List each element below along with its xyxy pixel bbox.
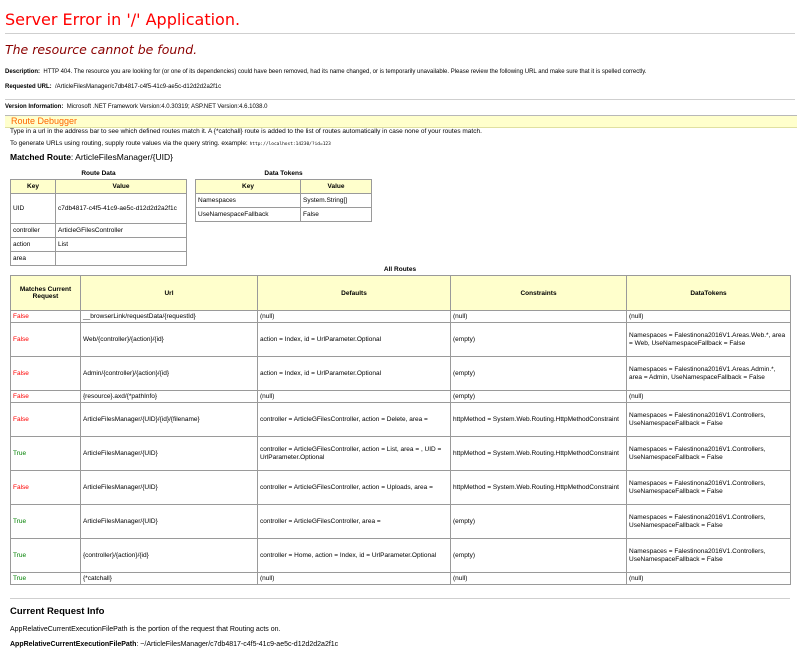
defaults-cell: controller = ArticleGFilesController, action = List, area = , UID = UrlParameter.Optional xyxy=(258,437,451,471)
url-cell: {controller}/{action}/{id} xyxy=(81,539,258,573)
matched-route-value: : ArticleFilesManager/{UID} xyxy=(70,152,173,162)
description-text: HTTP 404. The resource you are looking for (or one of its dependencies) could have been removed, had its name changed, or is temporarily unavailable. Please review the following URL and make sure that it is spelled correctly. xyxy=(43,69,647,75)
table-row xyxy=(11,357,791,391)
tokens-cell: Namespaces = Falestinona2016V1.Controllers, UseNamespaceFallback = False xyxy=(627,403,791,437)
route-data-table xyxy=(10,179,187,266)
route-debugger-header xyxy=(5,115,797,128)
defaults-cell: (null) xyxy=(258,391,451,403)
tokens-cell: Namespaces = Falestinona2016V1.Controllers, UseNamespaceFallback = False xyxy=(627,505,791,539)
url-cell: {*catchall} xyxy=(81,573,258,585)
table-row xyxy=(11,539,791,573)
match-cell: False xyxy=(11,403,81,437)
constraints-cell: httpMethod = System.Web.Routing.HttpMethodConstraint xyxy=(451,403,627,437)
data-tokens-key: Namespaces xyxy=(196,194,301,208)
defaults-cell: controller = ArticleGFilesController, action = Delete, area = xyxy=(258,403,451,437)
defaults-cell: (null) xyxy=(258,311,451,323)
constraints-cell: (empty) xyxy=(451,539,627,573)
url-cell: {resource}.axd/{*pathInfo} xyxy=(81,391,258,403)
current-request-path-label: AppRelativeCurrentExecutionFilePath xyxy=(10,641,137,648)
match-cell: False xyxy=(11,311,81,323)
tokens-cell: Namespaces = Falestinona2016V1.Controllers, UseNamespaceFallback = False xyxy=(627,539,791,573)
current-request-path-value: : ~/ArticleFilesManager/c7db4817-c4f5-41c9-ae5c-d12d2d2a2f1c xyxy=(136,641,339,648)
constraints-cell: httpMethod = System.Web.Routing.HttpMethodConstraint xyxy=(451,437,627,471)
route-debugger-help-2 xyxy=(10,140,331,147)
match-cell: True xyxy=(11,437,81,471)
route-data-key: action xyxy=(11,238,56,252)
data-tokens-caption: Data Tokens xyxy=(264,170,303,177)
constraints-cell: (null) xyxy=(451,311,627,323)
requested-url xyxy=(5,84,221,90)
tokens-cell: Namespaces = Falestinona2016V1.Areas.Web.*, area = Web, UseNamespaceFallback = False xyxy=(627,323,791,357)
url-cell: ArticleFilesManager/{UID}/{id}/{filename} xyxy=(81,403,258,437)
route-data-header-value: Value xyxy=(56,180,187,194)
route-debugger-help-2-text: To generate URLs using routing, supply route values via the query string. example: xyxy=(10,140,248,147)
match-cell: False xyxy=(11,323,81,357)
route-debugger-help-1: Type in a url in the address bar to see which defined routes match it. A {*catchall} route is added to the list of routes automatically in case none of your routes match. xyxy=(10,128,482,135)
defaults-cell: action = Index, id = UrlParameter.Optional xyxy=(258,323,451,357)
table-row xyxy=(11,573,791,585)
match-cell: False xyxy=(11,357,81,391)
match-cell: True xyxy=(11,505,81,539)
tokens-cell: Namespaces = Falestinona2016V1.Areas.Admin.*, area = Admin, UseNamespaceFallback = False xyxy=(627,357,791,391)
all-routes-caption: All Routes xyxy=(383,266,417,273)
table-row xyxy=(11,471,791,505)
error-subtitle: The resource cannot be found. xyxy=(5,42,198,57)
constraints-cell: (empty) xyxy=(451,391,627,403)
constraints-cell: httpMethod = System.Web.Routing.HttpMethodConstraint xyxy=(451,471,627,505)
route-data-header-key: Key xyxy=(11,180,56,194)
table-row xyxy=(11,437,791,471)
all-routes-header-url: Url xyxy=(81,276,258,311)
constraints-cell: (empty) xyxy=(451,323,627,357)
tokens-cell: (null) xyxy=(627,573,791,585)
route-data-key: area xyxy=(11,252,56,266)
version-info xyxy=(5,104,267,110)
data-tokens-value: False xyxy=(301,208,372,222)
defaults-cell: controller = ArticleGFilesController, action = Uploads, area = xyxy=(258,471,451,505)
tokens-cell: (null) xyxy=(627,311,791,323)
table-row xyxy=(11,391,791,403)
defaults-cell: controller = Home, action = Index, id = UrlParameter.Optional xyxy=(258,539,451,573)
description-label: Description: xyxy=(5,69,41,75)
divider xyxy=(10,598,790,599)
defaults-cell: controller = ArticleGFilesController, area = xyxy=(258,505,451,539)
table-row xyxy=(11,311,791,323)
all-routes-header-match: Matches Current Request xyxy=(11,276,81,311)
all-routes-header-defaults: Defaults xyxy=(258,276,451,311)
all-routes-header-constraints: Constraints xyxy=(451,276,627,311)
error-title: Server Error in '/' Application. xyxy=(5,10,241,29)
route-data-value xyxy=(56,252,187,266)
route-data-value: c7db4817-c4f5-41c9-ae5c-d12d2d2a2f1c xyxy=(56,194,187,224)
current-request-help: AppRelativeCurrentExecutionFilePath is the portion of the request that Routing acts on. xyxy=(10,626,281,633)
tokens-cell: Namespaces = Falestinona2016V1.Controllers, UseNamespaceFallback = False xyxy=(627,471,791,505)
route-data-value: ArticleGFilesController xyxy=(56,224,187,238)
url-cell: ArticleFilesManager/{UID} xyxy=(81,471,258,505)
url-cell: ArticleFilesManager/{UID} xyxy=(81,505,258,539)
url-cell: Admin/{controller}/{action}/{id} xyxy=(81,357,258,391)
current-request-path xyxy=(10,641,338,648)
match-cell: False xyxy=(11,391,81,403)
all-routes-table xyxy=(10,275,791,585)
constraints-cell: (null) xyxy=(451,573,627,585)
data-tokens-value: System.String[] xyxy=(301,194,372,208)
version-value: Microsoft .NET Framework Version:4.0.30319; ASP.NET Version:4.6.1038.0 xyxy=(66,104,268,110)
defaults-cell: (null) xyxy=(258,573,451,585)
table-row xyxy=(11,403,791,437)
url-cell: __browserLink/requestData/{requestId} xyxy=(81,311,258,323)
route-data-value: List xyxy=(56,238,187,252)
constraints-cell: (empty) xyxy=(451,505,627,539)
defaults-cell: action = Index, id = UrlParameter.Optional xyxy=(258,357,451,391)
route-data-caption: Route Data xyxy=(81,170,116,177)
description xyxy=(5,69,646,75)
tokens-cell: Namespaces = Falestinona2016V1.Controllers, UseNamespaceFallback = False xyxy=(627,437,791,471)
table-row xyxy=(11,323,791,357)
requested-url-label: Requested URL: xyxy=(5,84,52,90)
requested-url-value: /ArticleFilesManager/c7db4817-c4f5-41c9-ae5c-d12d2d2a2f1c xyxy=(55,84,222,90)
matched-route xyxy=(10,152,173,162)
all-routes-header-tokens: DataTokens xyxy=(627,276,791,311)
route-debugger-title: Route Debugger xyxy=(11,116,78,126)
current-request-title: Current Request Info xyxy=(10,606,105,617)
constraints-cell: (empty) xyxy=(451,357,627,391)
match-cell: True xyxy=(11,539,81,573)
data-tokens-key: UseNamespaceFallback xyxy=(196,208,301,222)
example-url[interactable]: http://localhost:14230/?id=123 xyxy=(249,142,331,147)
route-data-key: controller xyxy=(11,224,56,238)
url-cell: ArticleFilesManager/{UID} xyxy=(81,437,258,471)
divider xyxy=(5,33,795,34)
url-cell: Web/{controller}/{action}/{id} xyxy=(81,323,258,357)
match-cell: True xyxy=(11,573,81,585)
tokens-cell: (null) xyxy=(627,391,791,403)
version-label: Version Information: xyxy=(5,104,64,110)
matched-route-label: Matched Route xyxy=(10,152,71,162)
data-tokens-table xyxy=(195,179,372,222)
route-data-key: UID xyxy=(11,194,56,224)
divider xyxy=(5,99,795,100)
match-cell: False xyxy=(11,471,81,505)
data-tokens-header-key: Key xyxy=(196,180,301,194)
table-row xyxy=(11,505,791,539)
data-tokens-header-value: Value xyxy=(301,180,372,194)
